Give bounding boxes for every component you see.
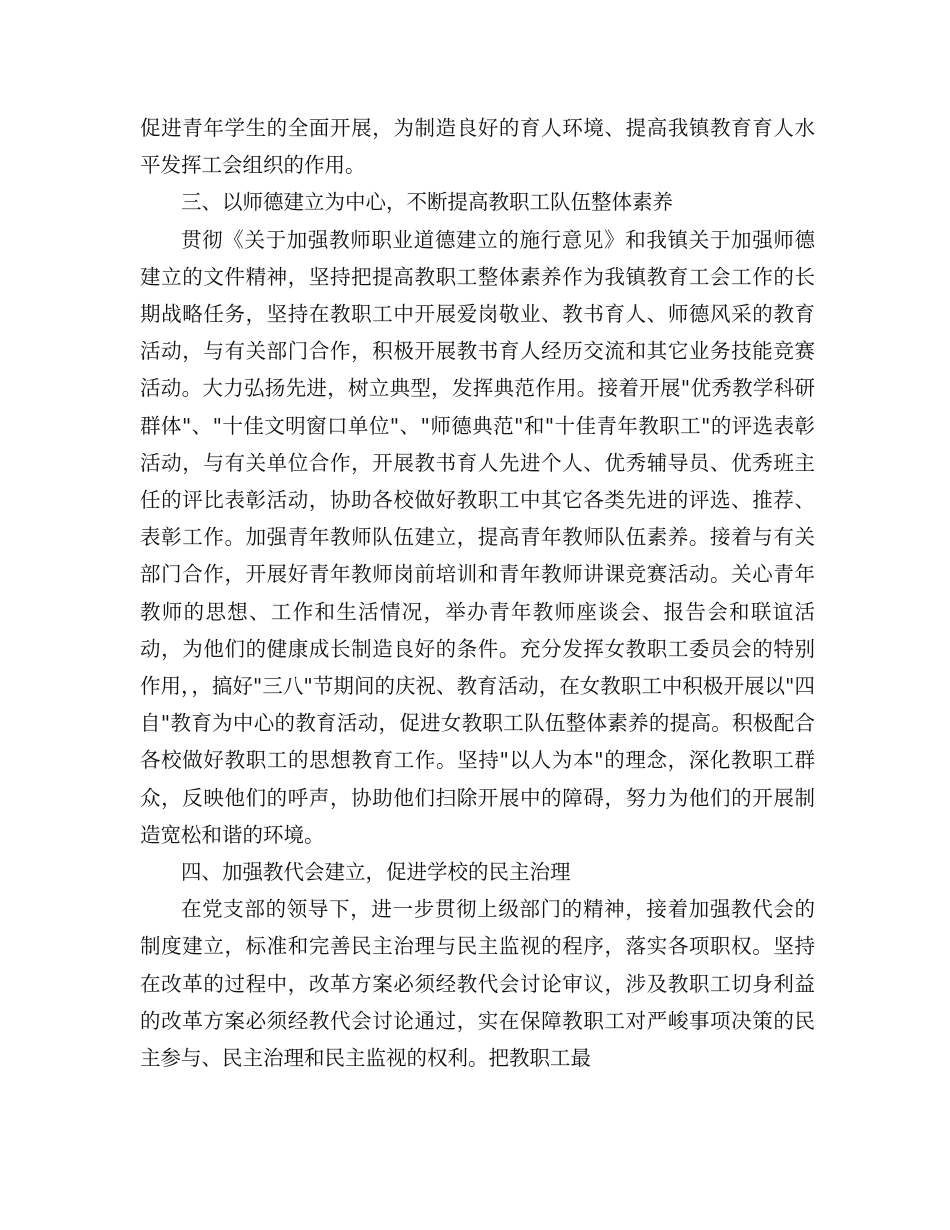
paragraph-section-4: 在党支部的领导下，进一步贯彻上级部门的精神，接着加强教代会的制度建立，标准和完善民主治理与民主监视的程序，落实各项职权。坚持在改革的过程中，改革方案必须经教代会讨论审议，涉及教职工切身利益的改革方案必须经教代会讨论通过，实在保障教职工对严峻事项决策的民主参与、民主治理和民主监视的权利。把教职工最: [140, 897, 815, 1071]
section-heading-4: 四、加强教代会建立，促进学校的民主治理: [181, 860, 571, 885]
paragraph-continued: 促进青年学生的全面开展，为制造良好的育人环境、提高我镇教育育人水平发挥工会组织的作用。: [140, 116, 815, 178]
section-heading-3: 三、以师德建立为中心，不断提高教职工队伍整体素养: [181, 190, 673, 215]
document-body: [140, 110, 815, 1077]
paragraph-section-3: 贯彻《关于加强教师职业道德建立的施行意见》和我镇关于加强师德建立的文件精神，坚持把提高教职工整体素养作为我镇教育工会工作的长期战略任务，坚持在教职工中开展爱岗敬业、教书育人、师德风采的教育活动，与有关部门合作，积极开展教书育人经历交流和其它业务技能竞赛活动。大力弘扬先进，树立典型，发挥典范作用。接着开展"优秀教学科研群体"、"十佳文明窗口单位"、"师德典范"和"十佳青年教职工"的评选表彰活动，与有关单位合作，开展教书育人先进个人、优秀辅导员、优秀班主任的评比表彰活动，协助各校做好教职工中其它各类先进的评选、推荐、表彰工作。加强青年教师队伍建立，提高青年教师队伍素养。接着与有关部门合作，开展好青年教师岗前培训和青年教师讲课竞赛活动。关心青年教师的思想、工作和生活情况，举办青年教师座谈会、报告会和联谊活动，为他们的健康成长制造良好的条件。充分发挥女教职工委员会的特别作用，，搞好"三八"节期间的庆祝、教育活动，在女教职工中积极开展以"四自"教育为中心的教育活动，促进女教职工队伍整体素养的提高。积极配合各校做好教职工的思想教育工作。坚持"以人为本"的理念，深化教职工群众，反映他们的呼声，协助他们扫除开展中的障碍，努力为他们的开展制造宽松和谐的环境。: [140, 227, 815, 847]
